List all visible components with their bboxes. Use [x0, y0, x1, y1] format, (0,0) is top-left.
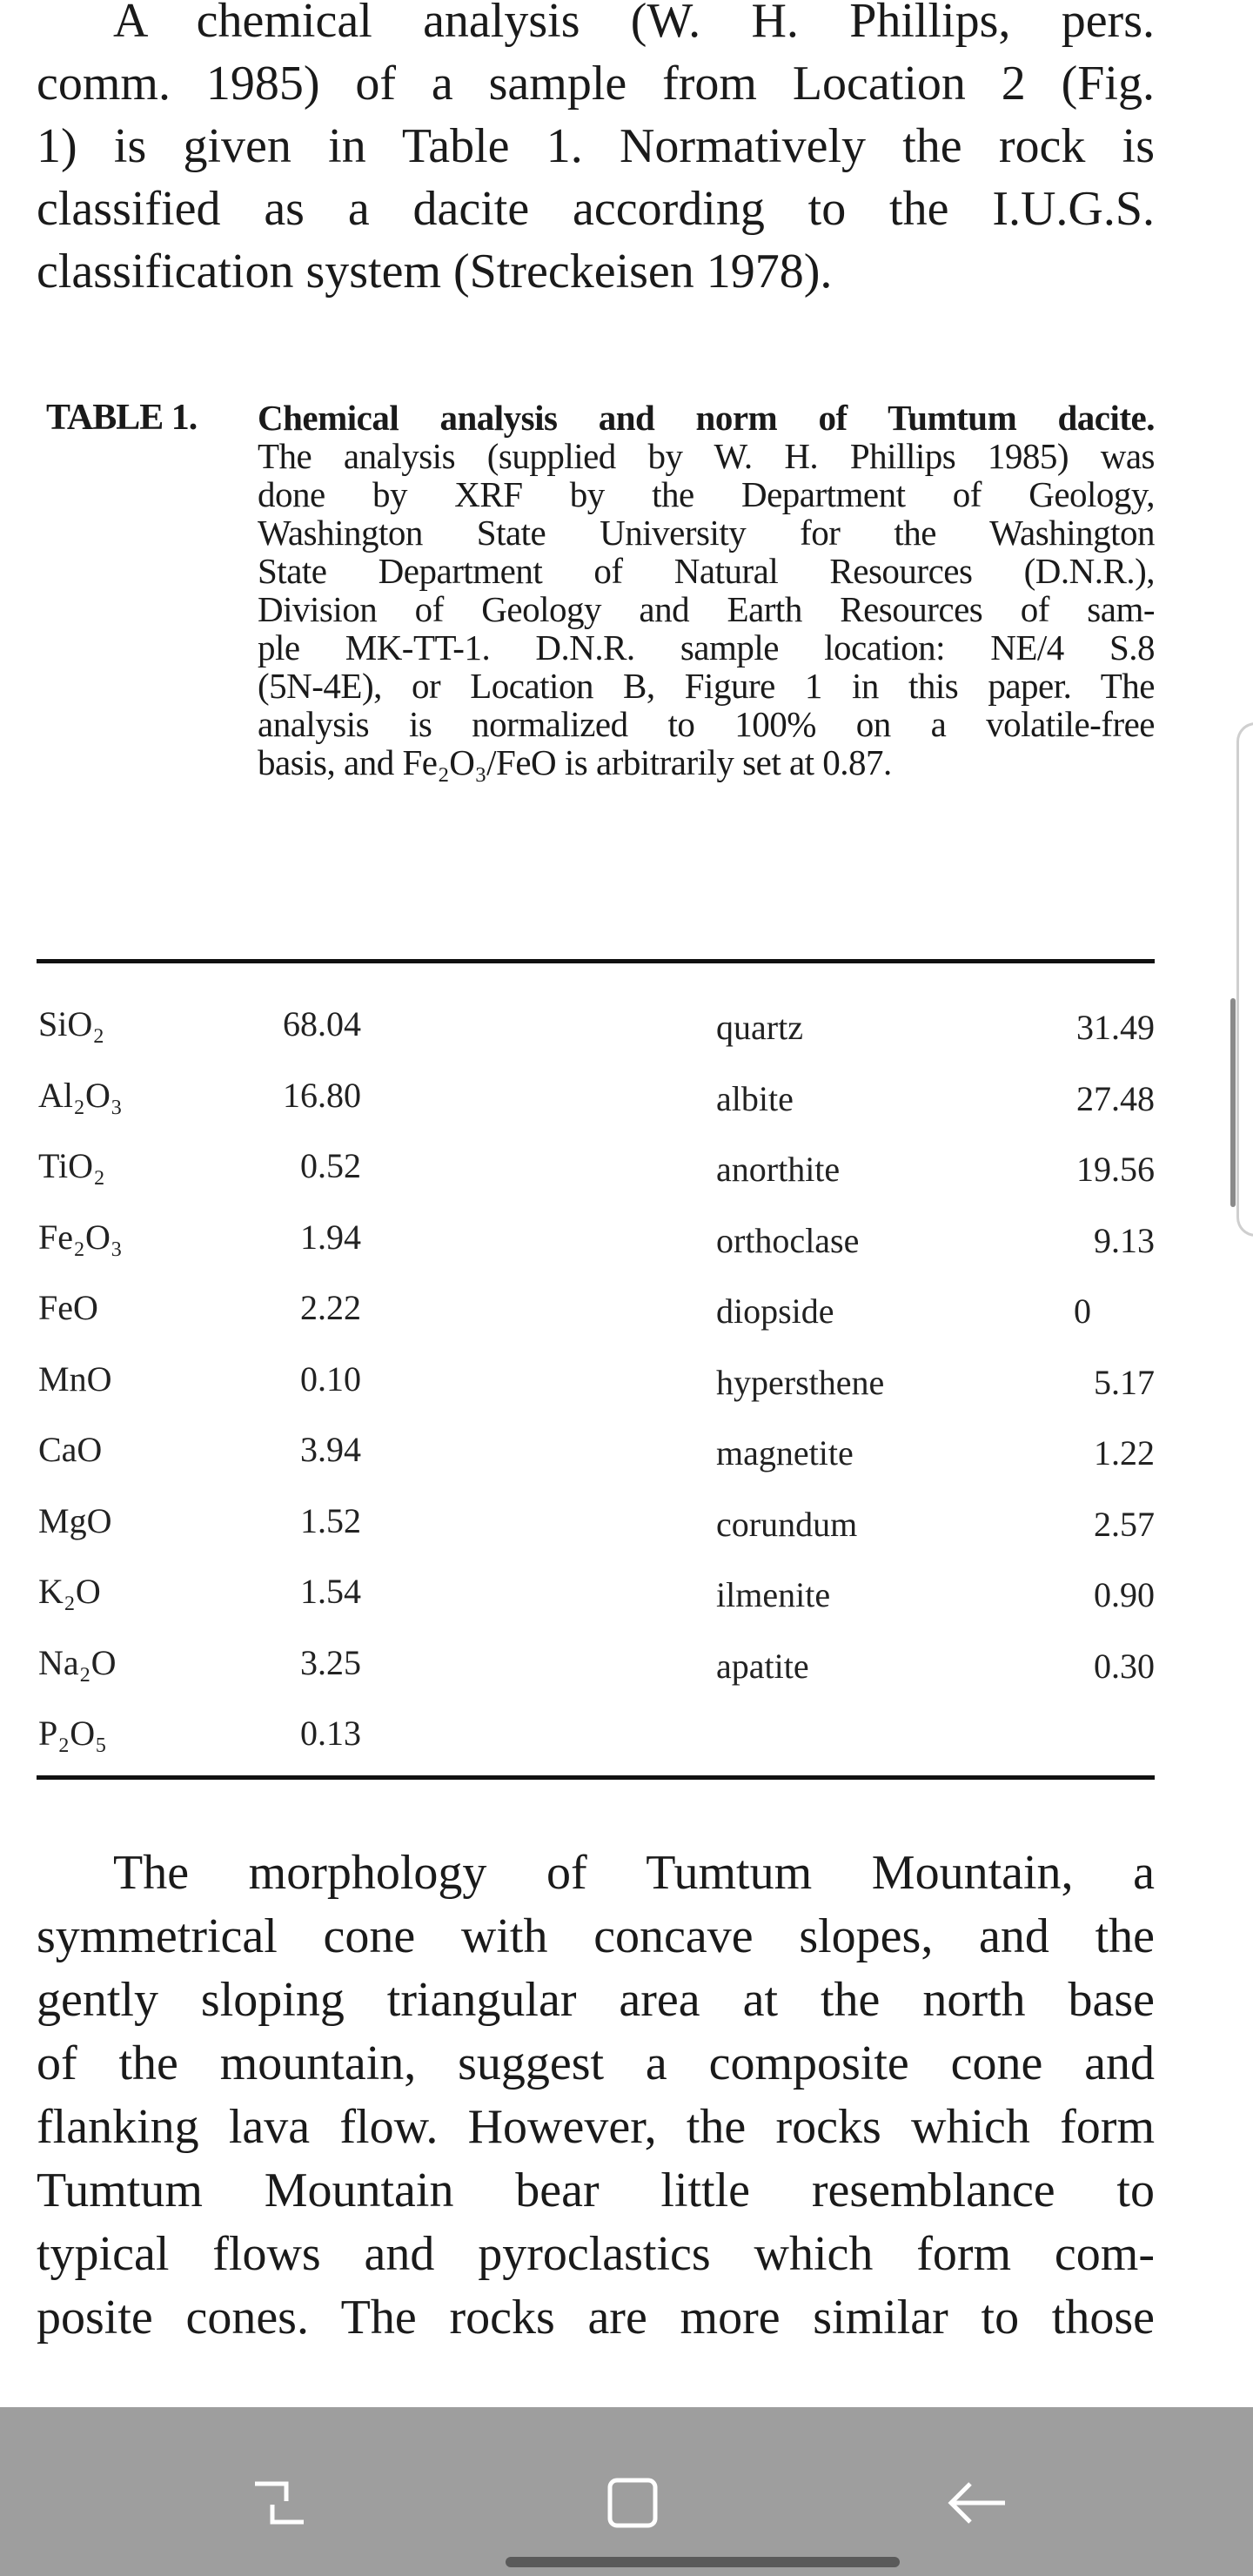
caption-line: Division of Geology and Earth Resources of sam-	[258, 589, 1155, 629]
oxide-value: 1.94	[300, 1217, 361, 1257]
mineral-name: albite	[716, 1078, 794, 1118]
mineral-name: corundum	[716, 1504, 858, 1544]
mineral-name: hypersthene	[716, 1362, 885, 1402]
caption-line: analysis is normalized to 100% on a volatile-free	[258, 704, 1155, 744]
mineral-name: orthoclase	[716, 1220, 860, 1260]
home-indicator	[506, 2557, 900, 2567]
mineral-value: 9.13	[1094, 1220, 1155, 1260]
mineral-value: 19.56	[1076, 1150, 1155, 1189]
caption-line: The analysis (supplied by W. H. Phillips 1985) was	[258, 436, 1155, 476]
oxide-name: CaO	[38, 1430, 103, 1469]
oxide-name: Al₂O₃	[38, 1075, 123, 1115]
caption-line: ple MK-TT-1. D.N.R. sample location: NE/4 S.8	[258, 627, 1155, 667]
text-line: typical flows and pyroclastics which form com-	[37, 2227, 1155, 2281]
scrollbar-thumb[interactable]	[1230, 998, 1236, 1207]
text-line: 1) is given in Table 1. Normatively the rock is	[37, 119, 1155, 173]
oxide-name: TiO₂	[38, 1146, 105, 1185]
oxide-name: Na₂O	[38, 1642, 117, 1682]
mineral-value: 0.90	[1094, 1575, 1155, 1614]
caption-line: (5N-4E), or Location B, Figure 1 in this paper. The	[258, 666, 1155, 706]
oxide-value: 68.04	[283, 1004, 361, 1043]
text-line: Tumtum Mountain bear little resemblance to	[37, 2163, 1155, 2217]
back-button[interactable]	[942, 2468, 1012, 2538]
mineral-value: 27.48	[1076, 1078, 1155, 1118]
mineral-name: quartz	[716, 1008, 803, 1047]
mineral-value: 31.49	[1076, 1008, 1155, 1047]
oxide-value: 1.54	[300, 1572, 361, 1611]
mineral-name: diopside	[716, 1291, 834, 1331]
text-line: flanking lava flow. However, the rocks which form	[37, 2100, 1155, 2154]
oxide-name: FeO	[38, 1288, 98, 1327]
caption-line: Chemical analysis and norm of Tumtum dacite.	[258, 398, 1155, 438]
mineral-value: 0	[1074, 1291, 1091, 1331]
mineral-value: 2.57	[1094, 1504, 1155, 1544]
caption-line: done by XRF by the Department of Geology,	[258, 474, 1155, 514]
text-line: symmetrical cone with concave slopes, and the	[37, 1909, 1155, 1963]
text-line: classification system (Streckeisen 1978).	[37, 245, 833, 299]
oxide-name: Fe₂O₃	[38, 1217, 123, 1257]
recent-apps-icon	[245, 2468, 314, 2538]
mineral-name: magnetite	[716, 1433, 854, 1472]
mineral-name: ilmenite	[716, 1575, 831, 1614]
text-line: The morphology of Tumtum Mountain, a	[113, 1846, 1155, 1900]
navigation-bar	[0, 2407, 1253, 2576]
text-line: posite cones. The rocks are more similar to those	[37, 2291, 1155, 2345]
oxide-value: 3.25	[300, 1642, 361, 1682]
oxide-value: 0.52	[300, 1146, 361, 1185]
caption-line: basis, and Fe₂O₃/FeO is arbitrarily set at 0.87.	[258, 742, 892, 782]
table-bottom-rule	[37, 1775, 1155, 1780]
mineral-value: 0.30	[1094, 1646, 1155, 1686]
oxide-value: 1.52	[300, 1500, 361, 1540]
oxide-value: 0.10	[300, 1358, 361, 1399]
caption-line: State Department of Natural Resources (D.N.R.),	[258, 551, 1155, 591]
oxide-value: 3.94	[300, 1430, 361, 1469]
back-icon	[942, 2468, 1012, 2538]
oxide-name: MgO	[38, 1500, 112, 1540]
table-top-rule	[37, 959, 1155, 963]
home-button[interactable]	[598, 2468, 667, 2538]
mineral-name: apatite	[716, 1646, 809, 1686]
text-line: of the mountain, suggest a composite cone and	[37, 2036, 1155, 2090]
mineral-value: 5.17	[1094, 1362, 1155, 1402]
caption-line: Washington State University for the Washington	[258, 513, 1155, 553]
oxide-value: 0.13	[300, 1714, 361, 1753]
mineral-value: 1.22	[1094, 1433, 1155, 1472]
oxide-value: 2.22	[300, 1288, 361, 1327]
recent-apps-button[interactable]	[245, 2468, 314, 2538]
oxide-name: SiO₂	[38, 1004, 105, 1043]
oxide-value: 16.80	[283, 1075, 361, 1115]
text-line: gently sloping triangular area at the north base	[37, 1973, 1155, 2027]
scrollbar-track[interactable]	[1236, 722, 1253, 1237]
mineral-name: anorthite	[716, 1150, 841, 1189]
text-line: A chemical analysis (W. H. Phillips, pers.	[113, 0, 1155, 48]
oxide-name: MnO	[38, 1358, 112, 1399]
oxide-name: P₂O₅	[38, 1714, 108, 1753]
text-line: classified as a dacite according to the I.U.G.S.	[37, 182, 1155, 236]
text-line: comm. 1985) of a sample from Location 2 (Fig.	[37, 57, 1155, 111]
oxide-name: K₂O	[38, 1572, 101, 1611]
table-label: TABLE 1.	[46, 398, 198, 438]
home-icon	[598, 2468, 667, 2538]
